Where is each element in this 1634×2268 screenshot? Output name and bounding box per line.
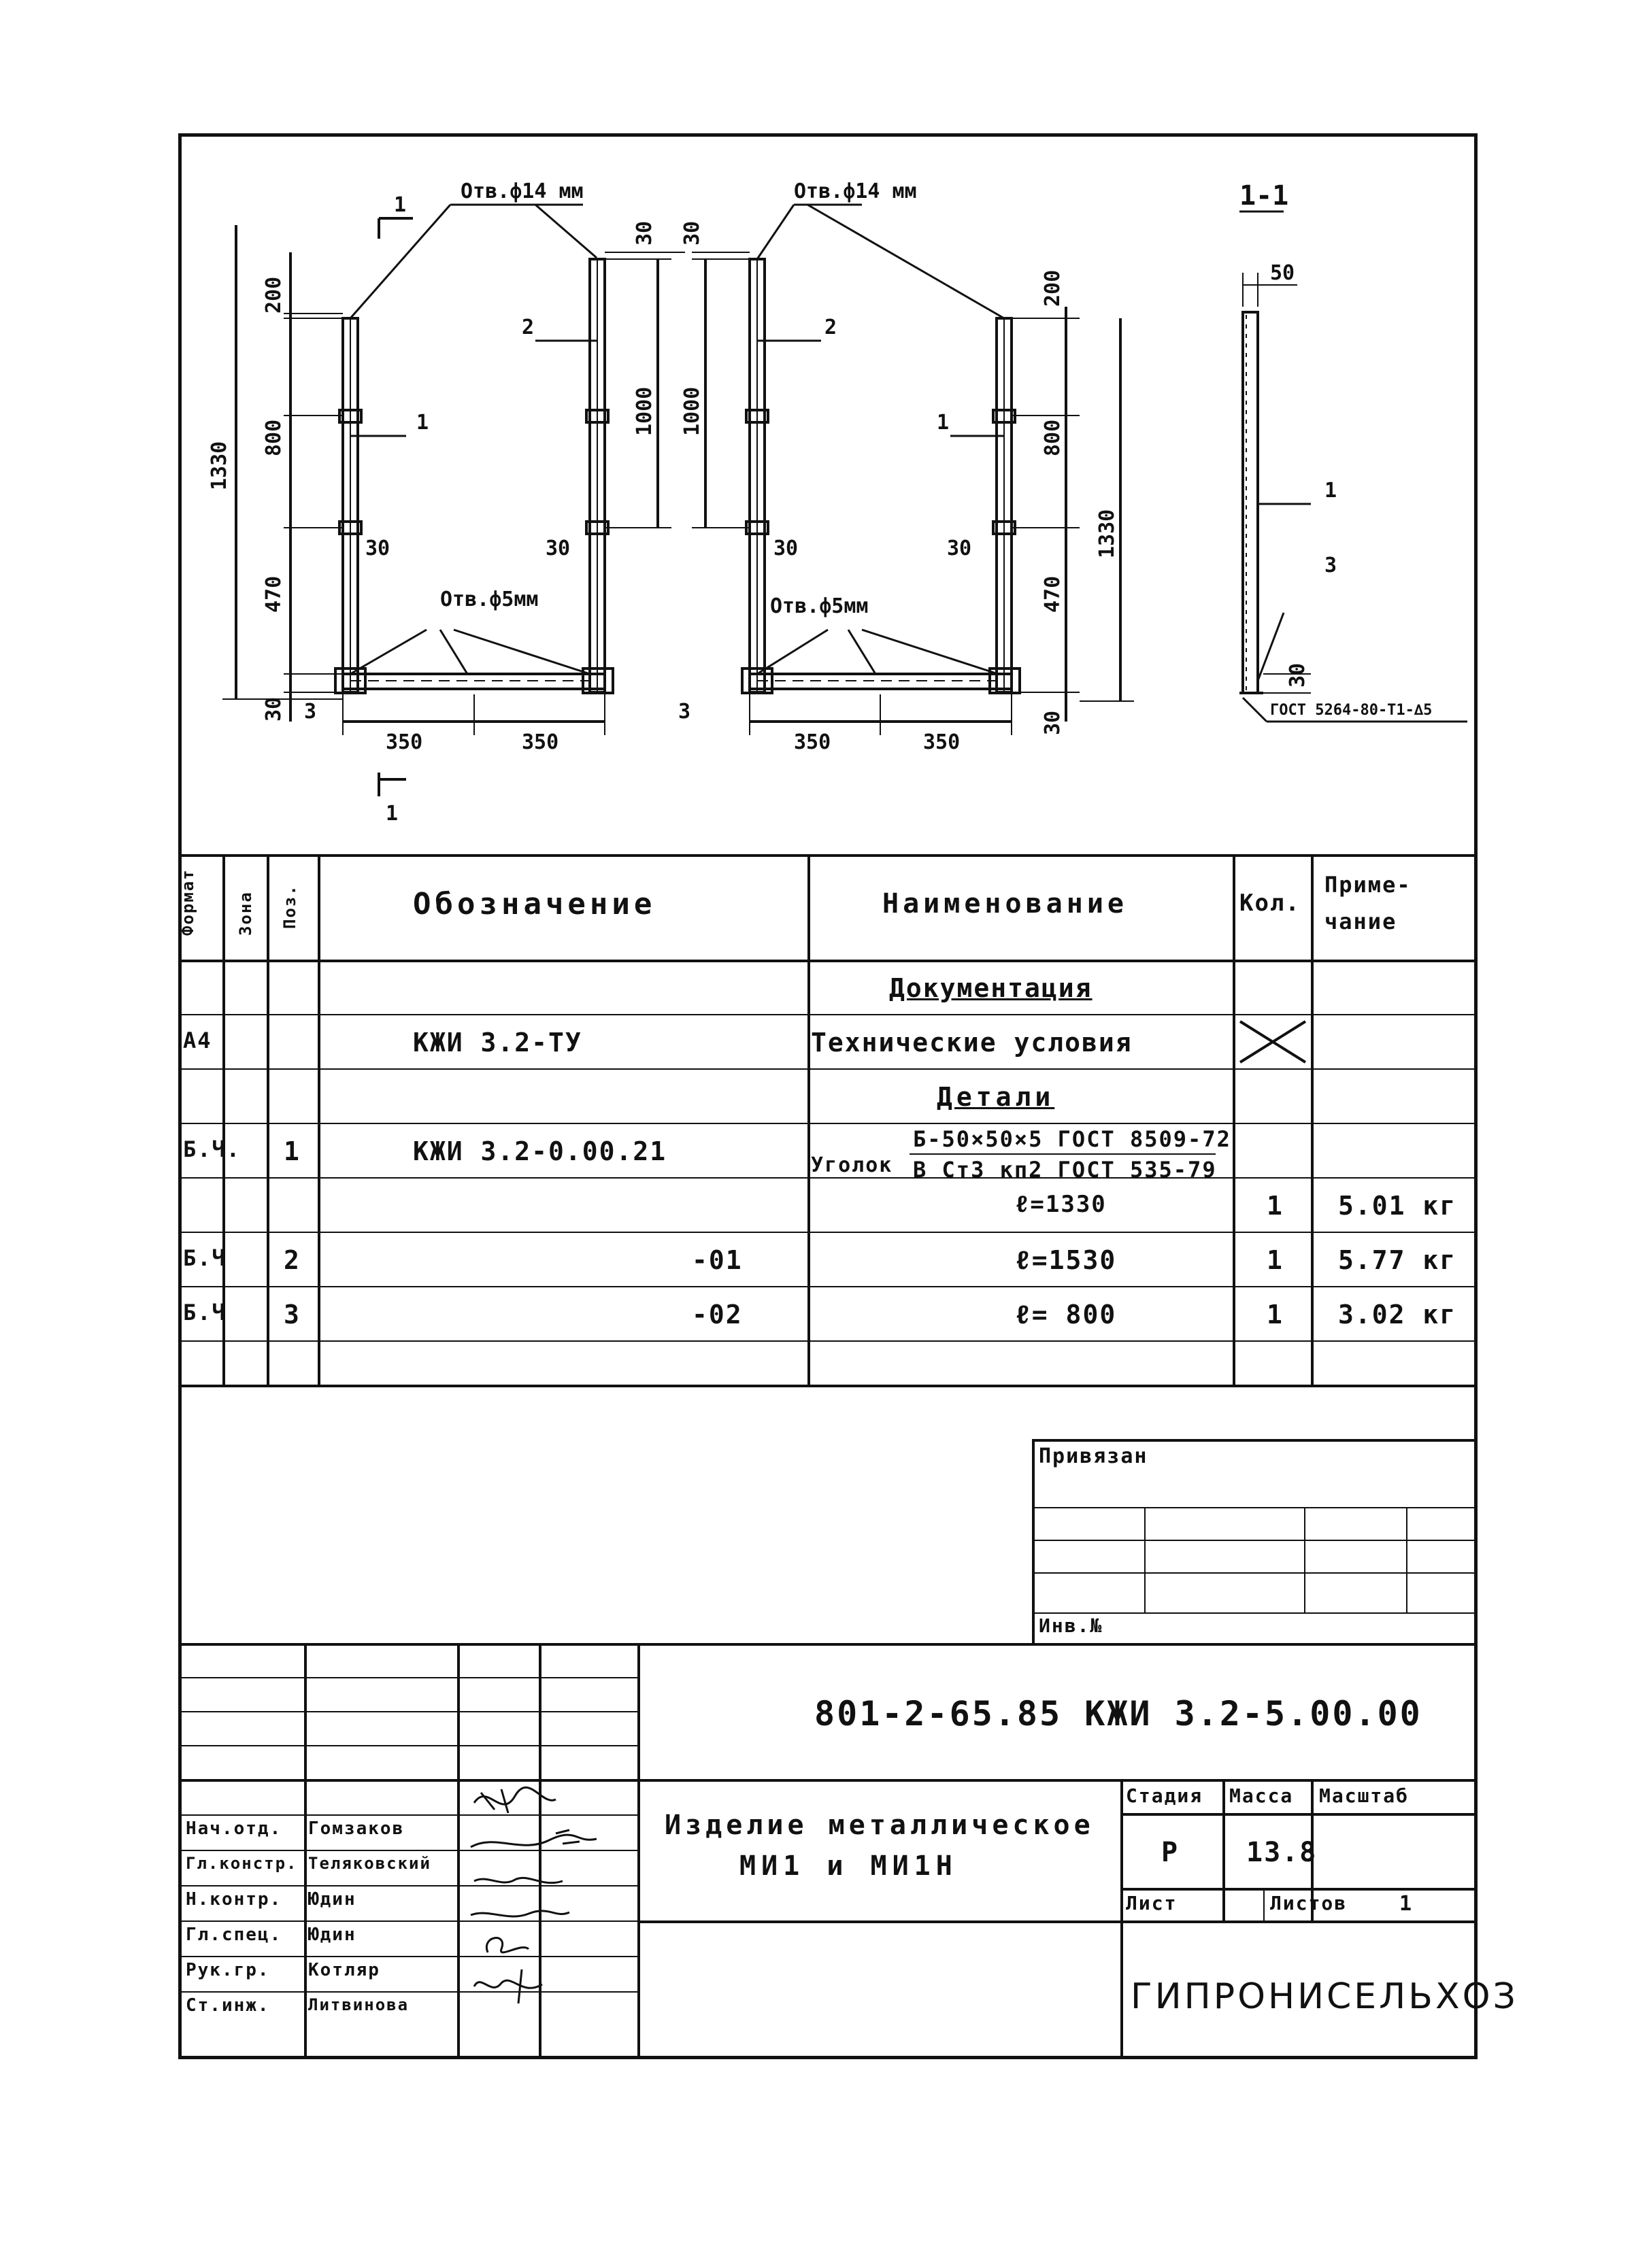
pos-3-mid: 3 (678, 700, 691, 724)
sheet-label: Лист (1126, 1892, 1178, 1914)
row-3-pos: 2 (284, 1245, 301, 1275)
row-1-designation: КЖИ 3.2-ТУ (413, 1028, 582, 1057)
signer-3-name: Юдин (308, 1889, 356, 1910)
dim-350-a: 350 (386, 730, 423, 754)
header-note: Приме-чание (1324, 872, 1412, 934)
organization-name: ГИПРОНИСЕЛЬХОЗ (1131, 1976, 1518, 2017)
signer-1-role: Нач.отд. (186, 1818, 282, 1839)
dim-30-left-bottom: 30 (262, 696, 286, 722)
product-title-line2: МИ1 и МИ1Н (739, 1850, 958, 1882)
stage-value: Р (1161, 1837, 1180, 1868)
dim-800-mid: 800 (1041, 419, 1065, 456)
header-designation: Обозначение (413, 887, 656, 921)
row-4-name: ℓ= 800 (1015, 1300, 1117, 1330)
row-2-name-prefix: Уголок (811, 1153, 893, 1177)
technical-drawing (182, 137, 1474, 851)
hole5-label-mid: Отв.ф5мм (770, 594, 869, 618)
row-1-qty-cross (1236, 1017, 1310, 1066)
row-2-name: ℓ=1330 (1015, 1191, 1107, 1218)
product-title-line1: Изделие металлическое (665, 1810, 1095, 1841)
privyazan-label: Привязан (1039, 1444, 1148, 1468)
signer-2-role: Гл.констр. (186, 1854, 298, 1873)
row-3-format: Б.Ч (183, 1245, 227, 1271)
signer-5-role: Рук.гр. (186, 1960, 270, 1980)
dim-30-section: 30 (1286, 662, 1310, 688)
signer-5-name: Котляр (308, 1960, 380, 1980)
row-3-qty: 1 (1267, 1245, 1284, 1275)
dim-1330-mid: 1330 (1095, 509, 1119, 558)
row-2-qty: 1 (1267, 1191, 1284, 1221)
weld-note: ГОСТ 5264-80-Т1-∆5 (1270, 702, 1433, 719)
header-qty: Кол. (1239, 890, 1301, 917)
section-mark-top: 1 (394, 193, 407, 217)
header-pos: Поз. (280, 884, 299, 929)
pos-3-section: 3 (1324, 554, 1337, 577)
signer-6-name: Литвинова (308, 1995, 410, 2014)
signer-4-name: Юдин (308, 1925, 356, 1945)
sheets-label: Листов (1270, 1892, 1348, 1914)
section-documentation: Документация (889, 973, 1093, 1003)
row-1-format: А4 (183, 1028, 212, 1053)
row-4-note: 3.02 кг (1338, 1300, 1457, 1330)
row-2-name-top: Б-50×50×5 ГОСТ 8509-72 (913, 1126, 1231, 1152)
document-code: 801-2-65.85 КЖИ 3.2-5.00.00 (814, 1694, 1422, 1733)
pos-1-left: 1 (416, 411, 429, 435)
row-3-name: ℓ=1530 (1015, 1245, 1117, 1275)
dim-50: 50 (1270, 261, 1295, 285)
row-4-designation: -02 (692, 1300, 743, 1330)
hole14-label-left: Отв.ф14 мм (461, 180, 584, 203)
signer-1-name: Гомзаков (308, 1818, 405, 1839)
dim-350-c: 350 (794, 730, 831, 754)
header-name: Наименование (882, 888, 1128, 919)
dim-30-mid-top: 30 (680, 220, 704, 246)
section-title: 1-1 (1239, 180, 1289, 211)
header-zone: Зона (236, 891, 255, 936)
row-4-qty: 1 (1267, 1300, 1284, 1330)
inv-label: Инв.№ (1039, 1614, 1103, 1637)
sheets-value: 1 (1399, 1892, 1414, 1916)
hole5-label-left: Отв.ф5мм (440, 588, 539, 611)
mass-value: 13.8 (1246, 1837, 1318, 1868)
pos-2-left: 2 (522, 316, 535, 339)
row-2-note: 5.01 кг (1338, 1191, 1457, 1221)
section-mark-bottom: 1 (386, 802, 399, 826)
section-details: Детали (937, 1082, 1055, 1112)
dim-30-d: 30 (947, 537, 972, 560)
row-2-name-bottom: В Ст3 кп2 ГОСТ 535-79 (913, 1157, 1217, 1183)
row-4-format: Б.Ч (183, 1300, 227, 1325)
signer-6-role: Ст.инж. (186, 1995, 270, 2016)
row-4-pos: 3 (284, 1300, 301, 1330)
drawing-sheet (178, 133, 1518, 2059)
stage-label: Стадия (1126, 1784, 1203, 1807)
dim-30-a: 30 (365, 537, 390, 560)
pos-1-mid: 1 (937, 411, 950, 435)
signer-2-name: Теляковский (308, 1854, 431, 1873)
row-3-note: 5.77 кг (1338, 1245, 1457, 1275)
dim-30-c: 30 (773, 537, 799, 560)
dim-1330-left: 1330 (207, 441, 231, 490)
row-2-format: Б.Ч. (183, 1136, 241, 1162)
row-1-name: Технические условия (811, 1028, 1133, 1057)
dim-30-b: 30 (546, 537, 571, 560)
spec-table (178, 854, 1474, 1391)
signer-4-role: Гл.спец. (186, 1925, 282, 1945)
signer-3-role: Н.контр. (186, 1889, 282, 1910)
title-block (182, 1643, 1518, 2059)
pos-2-mid: 2 (824, 316, 837, 339)
dim-800-left: 800 (262, 419, 286, 456)
dim-350-b: 350 (522, 730, 559, 754)
dim-30-left-top: 30 (633, 220, 656, 246)
dim-200-mid: 200 (1041, 269, 1065, 307)
pos-1-section: 1 (1324, 479, 1337, 503)
dim-470-left: 470 (262, 575, 286, 613)
signatures (461, 1779, 637, 2058)
pos-3-left: 3 (304, 700, 317, 724)
scale-label: Масштаб (1319, 1784, 1410, 1807)
row-2-designation: КЖИ 3.2-0.00.21 (413, 1136, 667, 1166)
privyazan-block (1032, 1439, 1474, 1643)
dim-470-mid: 470 (1041, 575, 1065, 613)
row-2-pos: 1 (284, 1136, 301, 1166)
dim-1000-left: 1000 (633, 386, 656, 436)
dim-200-left: 200 (262, 276, 286, 314)
dim-30-mid-bottom: 30 (1041, 710, 1065, 735)
row-3-designation: -01 (692, 1245, 743, 1275)
hole14-label-mid: Отв.ф14 мм (794, 180, 917, 203)
dim-350-d: 350 (923, 730, 961, 754)
mass-label: Масса (1229, 1784, 1294, 1807)
header-format: Формат (178, 868, 197, 936)
dim-1000-mid: 1000 (680, 386, 704, 436)
